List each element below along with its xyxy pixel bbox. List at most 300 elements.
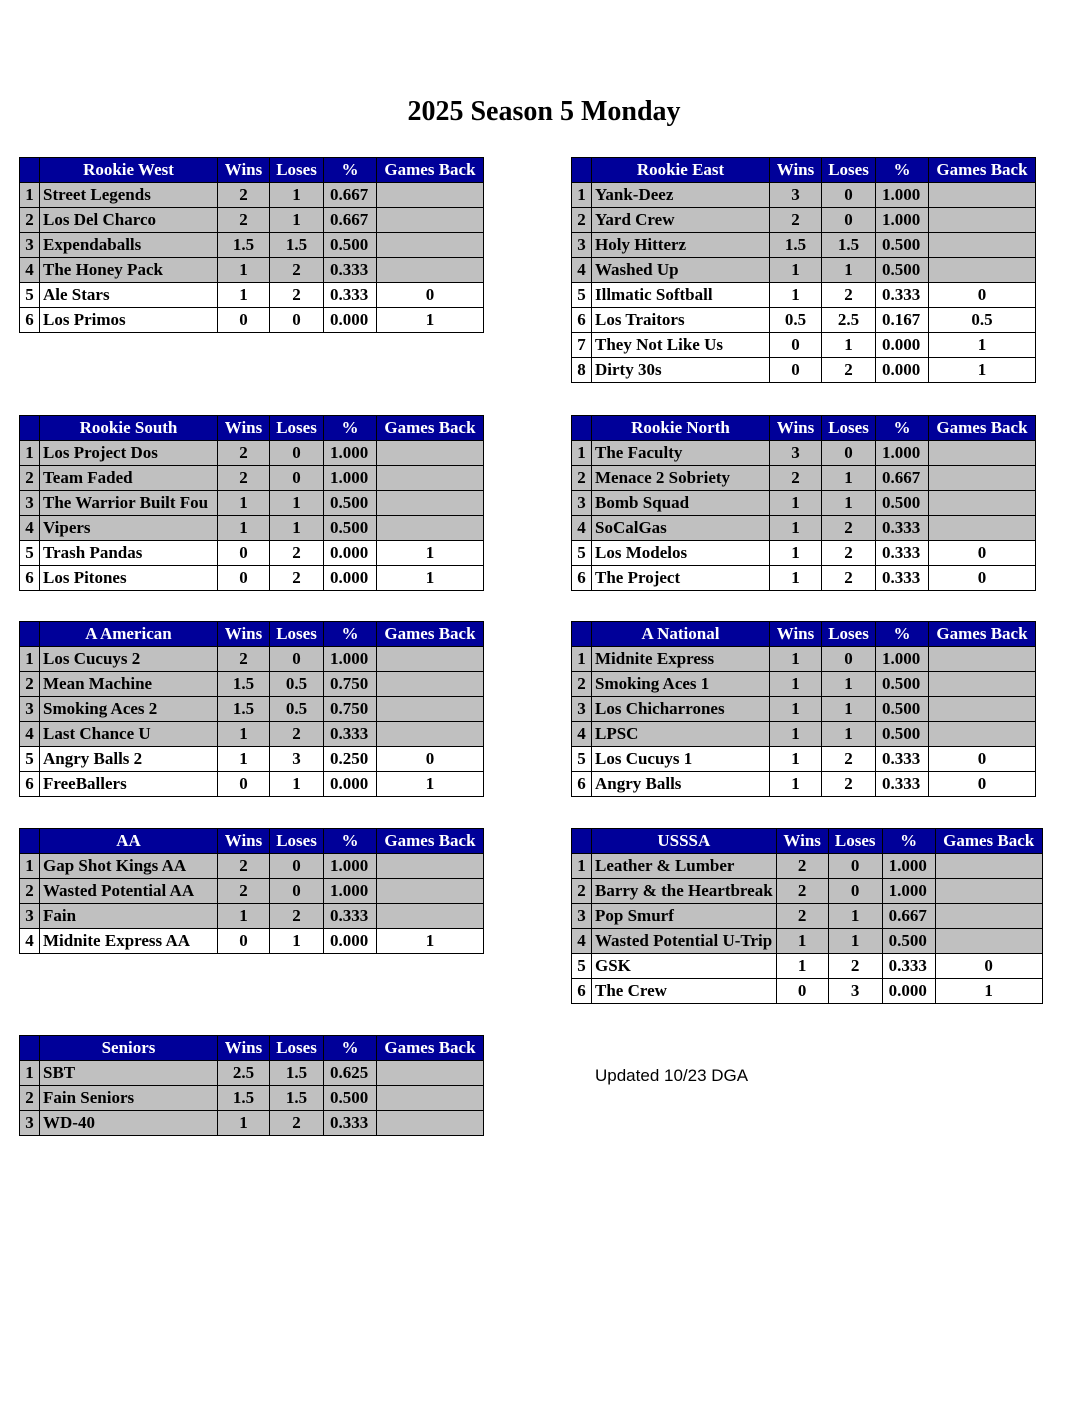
table-row <box>20 1061 484 1086</box>
wins-cell: 1 <box>218 258 270 283</box>
games-back-cell <box>377 1061 484 1086</box>
wins-cell: 1 <box>218 722 270 747</box>
rank-cell: 4 <box>572 516 592 541</box>
loses-cell: 3 <box>828 979 882 1004</box>
loses-cell: 2 <box>270 1111 324 1136</box>
wins-header: Wins <box>218 1036 270 1061</box>
pct-cell: 0.500 <box>882 929 935 954</box>
rank-cell: 6 <box>572 566 592 591</box>
wins-cell: 1 <box>218 283 270 308</box>
loses-cell: 2 <box>270 258 324 283</box>
games-back-cell: 1 <box>377 929 484 954</box>
loses-cell: 0 <box>822 441 876 466</box>
wins-cell: 1 <box>770 647 822 672</box>
pct-cell: 1.000 <box>876 441 929 466</box>
pct-cell: 0.000 <box>876 358 929 383</box>
rank-header <box>572 158 592 183</box>
pct-cell: 0.167 <box>876 308 929 333</box>
team-name-cell: Expendaballs <box>40 233 218 258</box>
games-back-header: Games Back <box>377 829 484 854</box>
loses-header: Loses <box>270 1036 324 1061</box>
games-back-cell <box>377 854 484 879</box>
rank-cell: 6 <box>572 772 592 797</box>
team-name-cell: Team Faded <box>40 466 218 491</box>
games-back-cell <box>929 516 1036 541</box>
pct-cell: 0.333 <box>324 1111 377 1136</box>
pct-cell: 0.000 <box>324 772 377 797</box>
pct-cell: 1.000 <box>324 879 377 904</box>
wins-cell: 2 <box>218 854 270 879</box>
table-row <box>572 879 1043 904</box>
wins-header: Wins <box>218 158 270 183</box>
wins-cell: 0 <box>776 979 828 1004</box>
standings-table-rookie-south <box>19 415 484 591</box>
rank-cell: 1 <box>20 1061 40 1086</box>
rank-cell: 3 <box>20 1111 40 1136</box>
games-back-cell <box>935 904 1042 929</box>
games-back-cell <box>929 697 1036 722</box>
table-row <box>20 854 484 879</box>
team-name-cell: SBT <box>40 1061 218 1086</box>
games-back-cell <box>929 672 1036 697</box>
games-back-cell: 1 <box>929 333 1036 358</box>
wins-header: Wins <box>770 416 822 441</box>
pct-cell: 1.000 <box>324 466 377 491</box>
games-back-header: Games Back <box>377 622 484 647</box>
rank-cell: 3 <box>20 697 40 722</box>
wins-header: Wins <box>770 158 822 183</box>
games-back-cell: 0 <box>377 283 484 308</box>
table-row <box>20 491 484 516</box>
table-row <box>572 541 1036 566</box>
team-name-cell: The Honey Pack <box>40 258 218 283</box>
loses-cell: 1 <box>828 904 882 929</box>
loses-cell: 1 <box>822 333 876 358</box>
table-header-row <box>20 1036 484 1061</box>
table-header-row <box>20 622 484 647</box>
rank-cell: 2 <box>20 879 40 904</box>
table-row <box>572 516 1036 541</box>
wins-cell: 2 <box>218 879 270 904</box>
table-header-row <box>572 829 1043 854</box>
games-back-cell: 0 <box>929 747 1036 772</box>
table-row <box>20 1086 484 1111</box>
games-back-cell <box>377 516 484 541</box>
loses-cell: 2 <box>270 722 324 747</box>
games-back-cell <box>377 208 484 233</box>
wins-header: Wins <box>776 829 828 854</box>
team-name-cell: Holy Hitterz <box>592 233 770 258</box>
rank-cell: 6 <box>572 308 592 333</box>
updated-note: Updated 10/23 DGA <box>595 1066 749 1085</box>
pct-cell: 0.500 <box>876 722 929 747</box>
rank-header <box>20 158 40 183</box>
rank-cell: 1 <box>572 647 592 672</box>
team-name-cell: Midnite Express <box>592 647 770 672</box>
loses-cell: 0 <box>270 466 324 491</box>
table-row <box>572 772 1036 797</box>
loses-cell: 0 <box>822 183 876 208</box>
loses-cell: 1 <box>270 929 324 954</box>
team-name-cell: Gap Shot Kings AA <box>40 854 218 879</box>
rank-cell: 4 <box>20 258 40 283</box>
pct-header: % <box>876 416 929 441</box>
wins-cell: 1.5 <box>218 233 270 258</box>
team-name-cell: Street Legends <box>40 183 218 208</box>
table-header-row <box>572 158 1036 183</box>
wins-cell: 2 <box>218 647 270 672</box>
table-row <box>572 333 1036 358</box>
team-name-cell: Angry Balls 2 <box>40 747 218 772</box>
team-name-cell: Trash Pandas <box>40 541 218 566</box>
team-name-cell: FreeBallers <box>40 772 218 797</box>
table-row <box>572 233 1036 258</box>
table-header-row <box>20 416 484 441</box>
games-back-cell <box>929 258 1036 283</box>
rank-header <box>20 622 40 647</box>
table-row <box>20 747 484 772</box>
rank-cell: 1 <box>572 854 592 879</box>
loses-cell: 2 <box>270 541 324 566</box>
table-row <box>20 879 484 904</box>
pct-header: % <box>882 829 935 854</box>
games-back-cell: 0.5 <box>929 308 1036 333</box>
wins-cell: 3 <box>770 183 822 208</box>
games-back-cell: 1 <box>377 772 484 797</box>
games-back-cell <box>377 904 484 929</box>
pct-cell: 0.333 <box>876 541 929 566</box>
loses-cell: 0 <box>270 854 324 879</box>
games-back-cell: 1 <box>377 566 484 591</box>
loses-cell: 1 <box>270 183 324 208</box>
standings-table-rookie-west <box>19 157 484 333</box>
pct-cell: 1.000 <box>324 441 377 466</box>
wins-cell: 1 <box>218 516 270 541</box>
rank-cell: 2 <box>20 466 40 491</box>
games-back-cell <box>377 879 484 904</box>
division-name: Rookie West <box>40 158 218 183</box>
page-title: 2025 Season 5 Monday <box>407 96 681 127</box>
games-back-cell: 1 <box>377 541 484 566</box>
loses-cell: 1 <box>270 491 324 516</box>
table-row <box>572 672 1036 697</box>
pct-header: % <box>324 622 377 647</box>
wins-cell: 1 <box>218 747 270 772</box>
division-name: Rookie North <box>592 416 770 441</box>
wins-cell: 1 <box>770 697 822 722</box>
team-name-cell: Illmatic Softball <box>592 283 770 308</box>
pct-cell: 0.667 <box>324 208 377 233</box>
pct-cell: 0.667 <box>882 904 935 929</box>
loses-cell: 0 <box>270 308 324 333</box>
games-back-cell <box>929 491 1036 516</box>
loses-cell: 0 <box>828 854 882 879</box>
pct-cell: 1.000 <box>876 208 929 233</box>
team-name-cell: Los Del Charco <box>40 208 218 233</box>
rank-cell: 5 <box>20 747 40 772</box>
loses-cell: 1.5 <box>270 1061 324 1086</box>
rank-cell: 5 <box>572 283 592 308</box>
loses-cell: 1.5 <box>822 233 876 258</box>
wins-cell: 1 <box>770 722 822 747</box>
wins-cell: 0 <box>218 308 270 333</box>
wins-cell: 1 <box>218 1111 270 1136</box>
games-back-cell <box>929 233 1036 258</box>
team-name-cell: The Project <box>592 566 770 591</box>
pct-cell: 0.500 <box>324 1086 377 1111</box>
table-header-row <box>572 416 1036 441</box>
loses-cell: 1 <box>822 697 876 722</box>
pct-header: % <box>876 158 929 183</box>
table-row <box>572 358 1036 383</box>
loses-cell: 2 <box>822 358 876 383</box>
table-row <box>20 904 484 929</box>
team-name-cell: Los Chicharrones <box>592 697 770 722</box>
loses-cell: 2 <box>270 566 324 591</box>
pct-cell: 0.333 <box>882 954 935 979</box>
loses-cell: 1 <box>822 491 876 516</box>
rank-cell: 2 <box>572 466 592 491</box>
games-back-cell <box>929 466 1036 491</box>
table-row <box>572 566 1036 591</box>
pct-header: % <box>324 829 377 854</box>
table-row <box>20 258 484 283</box>
table-row <box>572 208 1036 233</box>
team-name-cell: Washed Up <box>592 258 770 283</box>
rank-cell: 2 <box>20 1086 40 1111</box>
pct-cell: 0.250 <box>324 747 377 772</box>
table-header-row <box>572 622 1036 647</box>
pct-cell: 0.500 <box>324 516 377 541</box>
loses-cell: 0 <box>270 879 324 904</box>
team-name-cell: GSK <box>592 954 777 979</box>
games-back-cell <box>929 647 1036 672</box>
wins-cell: 1 <box>776 954 828 979</box>
wins-cell: 0.5 <box>770 308 822 333</box>
games-back-header: Games Back <box>929 416 1036 441</box>
pct-cell: 0.667 <box>876 466 929 491</box>
loses-cell: 0 <box>270 647 324 672</box>
wins-cell: 2 <box>776 904 828 929</box>
table-row <box>20 308 484 333</box>
team-name-cell: WD-40 <box>40 1111 218 1136</box>
table-row <box>20 541 484 566</box>
loses-header: Loses <box>822 622 876 647</box>
pct-cell: 0.000 <box>882 979 935 1004</box>
wins-cell: 1 <box>770 516 822 541</box>
table-row <box>572 747 1036 772</box>
rank-cell: 3 <box>572 491 592 516</box>
division-name: USSSA <box>592 829 777 854</box>
table-row <box>572 491 1036 516</box>
table-row <box>20 183 484 208</box>
pct-cell: 1.000 <box>876 647 929 672</box>
team-name-cell: The Warrior Built Fou <box>40 491 218 516</box>
rank-cell: 3 <box>20 491 40 516</box>
games-back-cell: 0 <box>929 541 1036 566</box>
pct-cell: 0.333 <box>876 772 929 797</box>
standings-table-a-national <box>571 621 1036 797</box>
wins-cell: 2 <box>218 208 270 233</box>
standings-table-aa <box>19 828 484 954</box>
wins-cell: 0 <box>218 541 270 566</box>
loses-header: Loses <box>822 416 876 441</box>
loses-cell: 0 <box>822 647 876 672</box>
table-row <box>572 441 1036 466</box>
rank-cell: 5 <box>572 747 592 772</box>
loses-cell: 2 <box>822 566 876 591</box>
pct-cell: 0.000 <box>324 929 377 954</box>
pct-cell: 0.000 <box>324 541 377 566</box>
loses-cell: 1 <box>822 258 876 283</box>
wins-cell: 0 <box>218 929 270 954</box>
rank-header <box>572 416 592 441</box>
games-back-cell <box>377 441 484 466</box>
table-row <box>20 441 484 466</box>
wins-header: Wins <box>218 829 270 854</box>
rank-header <box>20 1036 40 1061</box>
table-row <box>20 208 484 233</box>
pct-cell: 0.333 <box>324 722 377 747</box>
games-back-cell: 0 <box>377 747 484 772</box>
rank-cell: 2 <box>572 208 592 233</box>
team-name-cell: Mean Machine <box>40 672 218 697</box>
pct-cell: 0.333 <box>324 283 377 308</box>
table-row <box>572 979 1043 1004</box>
rank-cell: 3 <box>20 233 40 258</box>
pct-cell: 0.000 <box>324 308 377 333</box>
games-back-header: Games Back <box>377 1036 484 1061</box>
division-name: A American <box>40 622 218 647</box>
standings-table-rookie-north <box>571 415 1036 591</box>
loses-cell: 1.5 <box>270 233 324 258</box>
rank-cell: 6 <box>20 566 40 591</box>
table-row <box>20 566 484 591</box>
games-back-header: Games Back <box>377 416 484 441</box>
table-header-row <box>20 158 484 183</box>
table-row <box>572 722 1036 747</box>
team-name-cell: Smoking Aces 2 <box>40 697 218 722</box>
rank-cell: 5 <box>572 541 592 566</box>
loses-cell: 0.5 <box>270 672 324 697</box>
pct-cell: 0.500 <box>324 233 377 258</box>
pct-cell: 0.333 <box>324 904 377 929</box>
rank-cell: 5 <box>572 954 592 979</box>
games-back-cell <box>377 491 484 516</box>
games-back-cell <box>929 183 1036 208</box>
team-name-cell: Bomb Squad <box>592 491 770 516</box>
pct-header: % <box>876 622 929 647</box>
pct-cell: 1.000 <box>876 183 929 208</box>
team-name-cell: LPSC <box>592 722 770 747</box>
table-row <box>572 183 1036 208</box>
games-back-header: Games Back <box>377 158 484 183</box>
wins-cell: 2 <box>218 441 270 466</box>
team-name-cell: Barry & the Heartbreak <box>592 879 777 904</box>
loses-cell: 2 <box>822 747 876 772</box>
table-row <box>572 904 1043 929</box>
table-row <box>572 258 1036 283</box>
table-header-row <box>20 829 484 854</box>
standings-table-a-american <box>19 621 484 797</box>
rank-cell: 1 <box>572 441 592 466</box>
rank-cell: 1 <box>572 183 592 208</box>
pct-cell: 0.000 <box>324 566 377 591</box>
rank-cell: 2 <box>20 672 40 697</box>
team-name-cell: Los Pitones <box>40 566 218 591</box>
pct-cell: 1.000 <box>882 879 935 904</box>
games-back-header: Games Back <box>929 158 1036 183</box>
games-back-cell <box>929 722 1036 747</box>
standings-table-usssa <box>571 828 1043 1004</box>
rank-cell: 6 <box>20 308 40 333</box>
loses-cell: 1 <box>822 672 876 697</box>
standings-table-seniors <box>19 1035 484 1136</box>
wins-cell: 1 <box>218 904 270 929</box>
loses-cell: 2 <box>270 283 324 308</box>
rank-header <box>20 829 40 854</box>
games-back-cell <box>377 672 484 697</box>
pct-cell: 0.500 <box>876 491 929 516</box>
pct-cell: 0.333 <box>876 516 929 541</box>
team-name-cell: Wasted Potential AA <box>40 879 218 904</box>
team-name-cell: Smoking Aces 1 <box>592 672 770 697</box>
games-back-cell <box>377 466 484 491</box>
pct-cell: 0.750 <box>324 672 377 697</box>
loses-cell: 2 <box>828 954 882 979</box>
wins-cell: 1 <box>218 491 270 516</box>
wins-header: Wins <box>218 416 270 441</box>
team-name-cell: SoCalGas <box>592 516 770 541</box>
loses-cell: 0 <box>828 879 882 904</box>
loses-cell: 1.5 <box>270 1086 324 1111</box>
loses-cell: 2 <box>822 541 876 566</box>
table-row <box>20 1111 484 1136</box>
games-back-header: Games Back <box>935 829 1042 854</box>
wins-cell: 3 <box>770 441 822 466</box>
games-back-cell <box>377 722 484 747</box>
wins-cell: 1 <box>770 491 822 516</box>
rank-cell: 4 <box>20 929 40 954</box>
wins-cell: 2.5 <box>218 1061 270 1086</box>
wins-cell: 2 <box>770 466 822 491</box>
team-name-cell: Los Project Dos <box>40 441 218 466</box>
pct-cell: 0.500 <box>324 491 377 516</box>
games-back-cell <box>377 1111 484 1136</box>
team-name-cell: Vipers <box>40 516 218 541</box>
rank-cell: 4 <box>20 722 40 747</box>
table-row <box>20 466 484 491</box>
rank-cell: 2 <box>572 672 592 697</box>
rank-cell: 4 <box>572 258 592 283</box>
loses-cell: 1 <box>270 516 324 541</box>
loses-cell: 1 <box>270 208 324 233</box>
rank-cell: 4 <box>20 516 40 541</box>
pct-cell: 0.500 <box>876 233 929 258</box>
table-row <box>20 672 484 697</box>
division-name: AA <box>40 829 218 854</box>
rank-cell: 2 <box>20 208 40 233</box>
team-name-cell: The Crew <box>592 979 777 1004</box>
loses-cell: 2 <box>270 904 324 929</box>
team-name-cell: Dirty 30s <box>592 358 770 383</box>
team-name-cell: The Faculty <box>592 441 770 466</box>
games-back-cell <box>935 929 1042 954</box>
team-name-cell: Yank-Deez <box>592 183 770 208</box>
team-name-cell: Los Traitors <box>592 308 770 333</box>
rank-cell: 2 <box>572 879 592 904</box>
games-back-cell <box>377 258 484 283</box>
